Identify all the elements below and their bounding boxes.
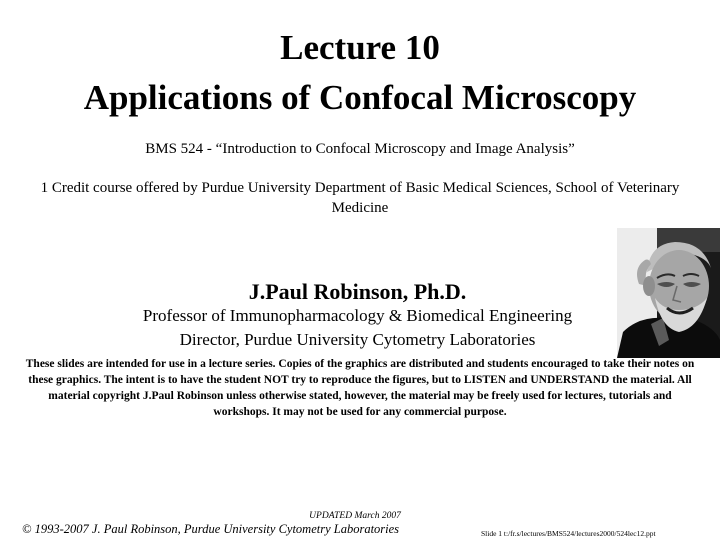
presenter-name: J.Paul Robinson, Ph.D. — [248, 279, 467, 304]
course-title: BMS 524 - “Introduction to Confocal Microscopy and Image Analysis” — [145, 141, 575, 157]
updated-date: UPDATED March 2007 — [309, 511, 401, 521]
title-line-2: Applications of Confocal Microscopy — [83, 78, 637, 117]
title-line-1: Lecture 10 — [280, 28, 440, 67]
copyright-notice: © 1993-2007 J. Paul Robinson, Purdue University Cytometry Laboratories — [22, 522, 400, 536]
usage-disclaimer: These slides are intended for use in a lecture series. Copies of the graphics are distributed and students encouraged to take their notes on these graphics. The intent is to have the student NOT try to reproduce the figures, but to LISTEN and UNDERSTAND the material. All material copyright J.Paul Robinson unless otherwise stated, however, the material may be freely used for lectures, tutorials and workshops. It may not be used for any commercial purpose. — [25, 358, 695, 418]
presenter-role-2: Director, Purdue University Cytometry Laboratories — [179, 330, 536, 349]
credit-description: 1 Credit course offered by Purdue University Department of Basic Medical Sciences, School of Veterinary Medicine — [40, 180, 680, 216]
slide-file-reference: Slide 1 t:/fr.s/lectures/BMS524/lectures2000/524lec12.ppt — [481, 529, 656, 538]
presenter-role-1: Professor of Immunopharmacology & Biomedical Engineering — [142, 306, 573, 325]
presenter-photo — [617, 228, 720, 358]
